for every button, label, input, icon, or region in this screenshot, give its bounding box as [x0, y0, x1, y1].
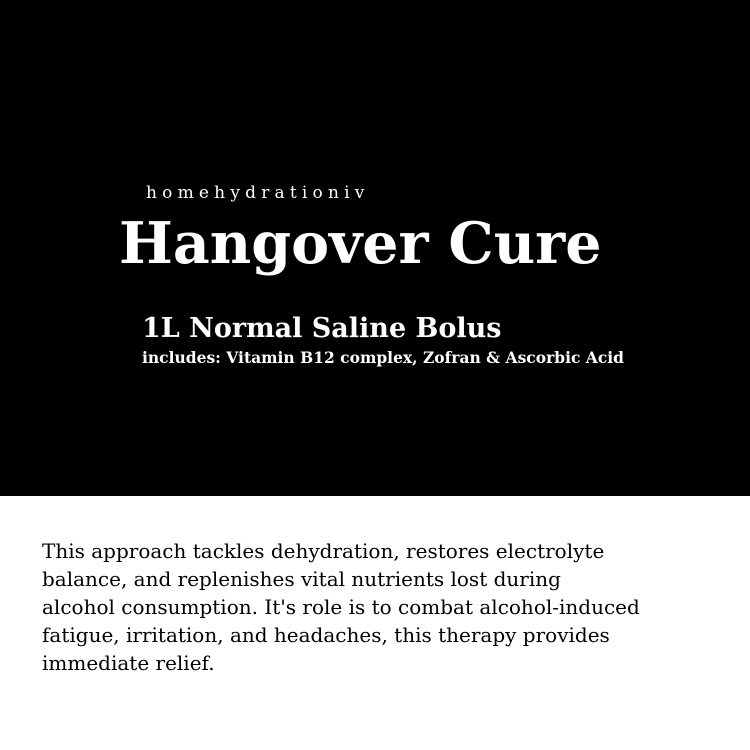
- description-line: alcohol consumption. It's role is to combat alcohol-induced: [42, 595, 640, 619]
- treatment-name: 1L Normal Saline Bolus: [142, 313, 502, 344]
- description-paragraph: [42, 537, 712, 677]
- page-title: Hangover Cure: [119, 210, 602, 277]
- brand-name: homehydrationiv: [146, 183, 370, 203]
- description-line: balance, and replenishes vital nutrients lost during: [42, 567, 561, 591]
- description-line: fatigue, irritation, and headaches, this therapy provides: [42, 623, 610, 647]
- description-line: This approach tackles dehydration, restores electrolyte: [42, 539, 605, 563]
- treatment-ingredients: includes: Vitamin B12 complex, Zofran & Ascorbic Acid: [142, 348, 624, 367]
- description-line: immediate relief.: [42, 651, 215, 675]
